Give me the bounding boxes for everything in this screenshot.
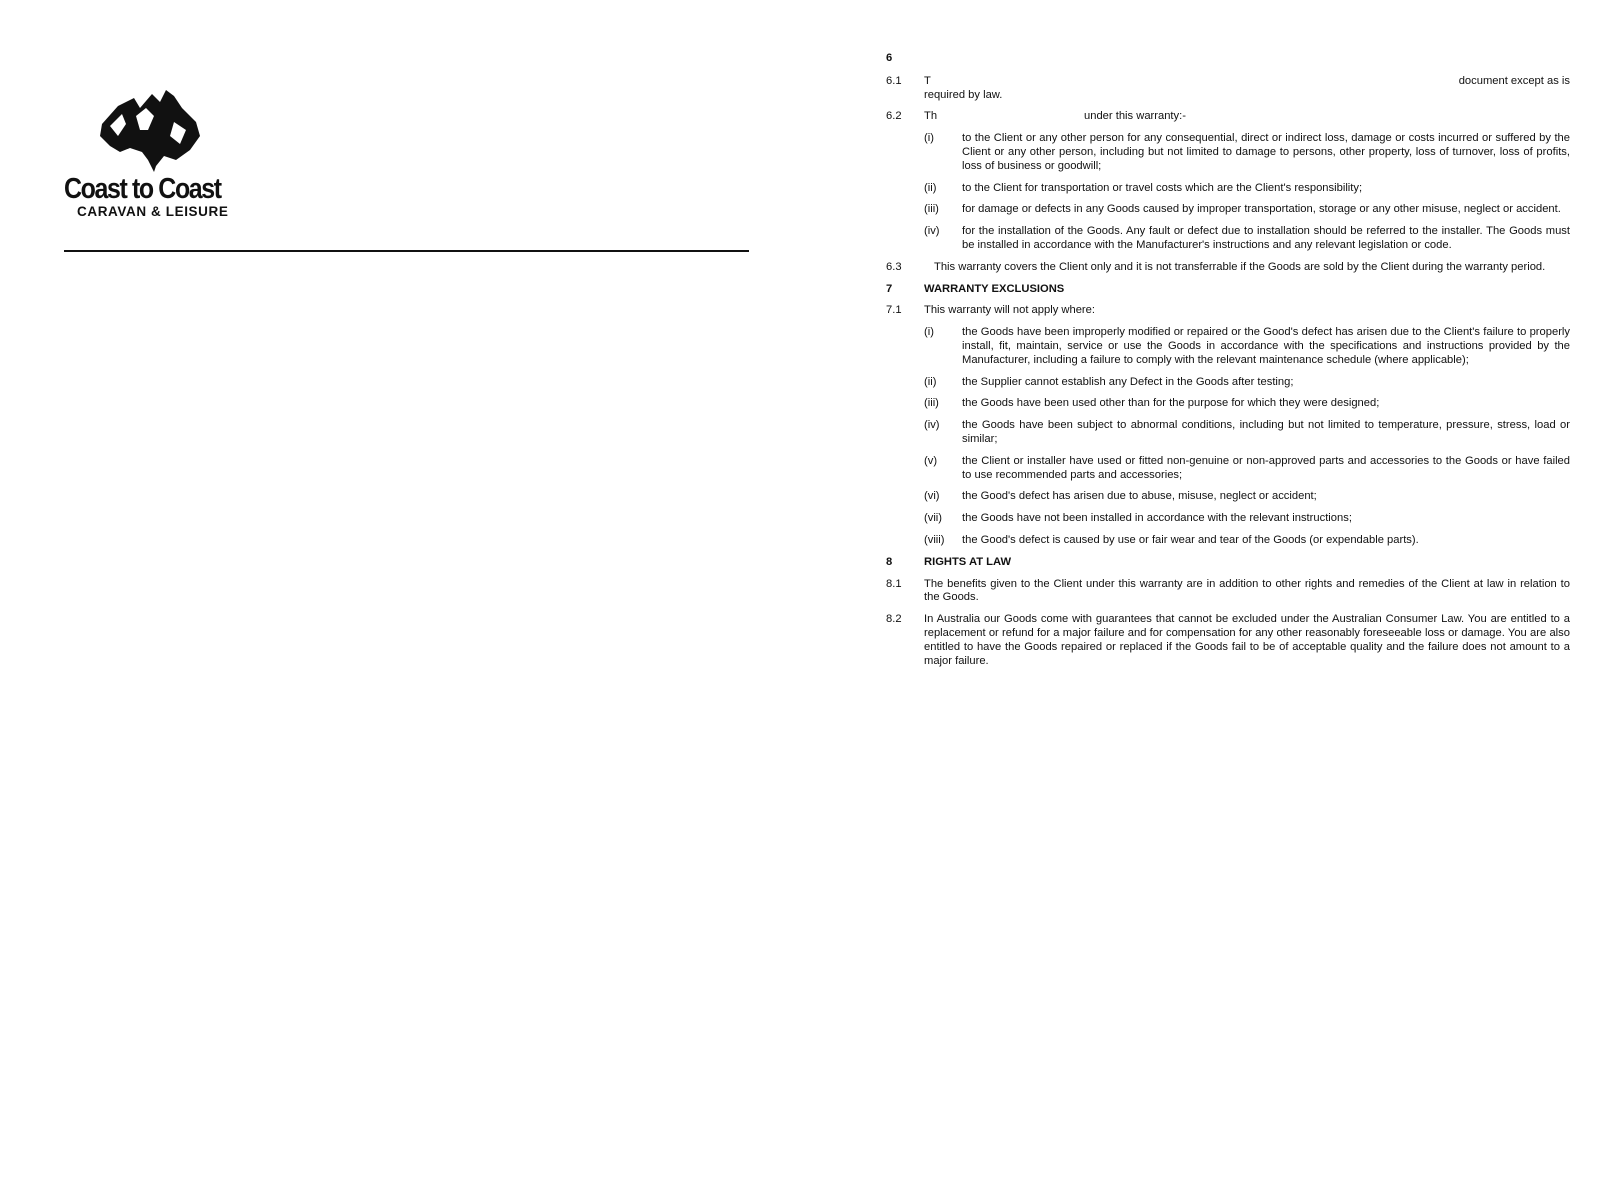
clause-lead: T bbox=[924, 74, 931, 87]
item-text: the Good's defect is caused by use or fair wear and tear of the Goods (or expendable parts). bbox=[962, 533, 1419, 546]
section-number: 7 bbox=[886, 282, 893, 295]
section-title: RIGHTS AT LAW bbox=[924, 555, 1012, 568]
item-numeral: (v) bbox=[924, 454, 938, 467]
item-text: the Client or installer have used or fitted non-genuine or non-approved parts and accessories to the Goods or have failed to use recommended parts and accessories; bbox=[962, 454, 1570, 481]
clause-number: 6.2 bbox=[886, 110, 902, 123]
australia-map-icon bbox=[96, 86, 200, 172]
item-numeral: (ii) bbox=[924, 375, 937, 388]
clause-7-1 bbox=[886, 304, 1570, 318]
section-title: WARRANTY EXCLUSIONS bbox=[924, 282, 1065, 295]
header-rule bbox=[64, 250, 749, 252]
clause-trail: under this warranty:- bbox=[1084, 110, 1186, 123]
item-text: the Goods have been used other than for the purpose for which they were designed; bbox=[962, 397, 1380, 410]
clause-6-3 bbox=[886, 261, 1570, 275]
item-text: the Goods have been subject to abnormal conditions, including but not limited to temperature, pressure, stress, load or similar; bbox=[962, 419, 1570, 445]
item-text: to the Client for transportation or travel costs which are the Client's responsibility; bbox=[962, 181, 1363, 194]
item-text: the Supplier cannot establish any Defect in the Goods after testing; bbox=[962, 375, 1294, 388]
company-logo bbox=[64, 86, 254, 220]
clause-continuation: required by law. bbox=[924, 88, 1003, 101]
clause-text: The benefits given to the Client under this warranty are in addition to other rights and remedies of the Client at law in relation to the Goods. bbox=[924, 577, 1570, 604]
item-text: for damage or defects in any Goods caused by improper transportation, storage or any other misuse, neglect or accident. bbox=[962, 203, 1561, 216]
list-item bbox=[886, 419, 1570, 447]
item-numeral: (iv) bbox=[924, 419, 940, 432]
item-numeral: (i) bbox=[924, 326, 934, 339]
list-item bbox=[886, 512, 1570, 526]
clause-6-1 bbox=[886, 75, 1570, 103]
list-item bbox=[886, 397, 1570, 411]
clause-text: This warranty covers the Client only and it is not transferrable if the Goods are sold by the Client during the warranty period. bbox=[934, 260, 1546, 273]
clause-text: This warranty will not apply where: bbox=[924, 304, 1095, 317]
section-6 bbox=[886, 52, 1570, 66]
clause-number: 8.1 bbox=[886, 577, 902, 590]
clause-trail: document except as is bbox=[1458, 74, 1570, 87]
list-item bbox=[886, 455, 1570, 483]
item-numeral: (iv) bbox=[924, 225, 940, 238]
item-numeral: (ii) bbox=[924, 181, 937, 194]
clause-8-2 bbox=[886, 613, 1570, 668]
brand-subtitle: CARAVAN & LEISURE bbox=[77, 204, 229, 219]
clause-6-2 bbox=[886, 110, 1570, 124]
list-item bbox=[886, 376, 1570, 390]
item-text: the Goods have not been installed in accordance with the relevant instructions; bbox=[962, 512, 1352, 525]
list-item bbox=[886, 534, 1570, 548]
clause-lead: Th bbox=[924, 110, 938, 123]
clause-number: 7.1 bbox=[886, 304, 902, 317]
item-numeral: (i) bbox=[924, 132, 934, 145]
section-8 bbox=[886, 556, 1570, 570]
item-text: for the installation of the Goods. Any fault or defect due to installation should be referred to the installer. The Goods must be installed in accordance with the Manufacturer's instructions and any relevant legislation or code. bbox=[962, 225, 1570, 251]
item-numeral: (vi) bbox=[924, 490, 940, 503]
clause-number: 6.1 bbox=[886, 74, 902, 87]
clause-8-1 bbox=[886, 578, 1570, 606]
item-text: to the Client or any other person for any consequential, direct or indirect loss, damage or costs incurred or suffered by the Client or any other person, including but not limited to damage to persons, other property, loss of turnover, loss of profits, loss of business or goodwill; bbox=[962, 132, 1570, 172]
list-item bbox=[886, 490, 1570, 504]
item-text: the Goods have been improperly modified or repaired or the Good's defect has arisen due to the Client's failure to properly install, fit, maintain, service or use the Goods in accordance with the specifications and instructions provided by the Manufacturer, including a failure to comply with the relevant maintenance schedule (where applicable); bbox=[962, 326, 1570, 366]
list-item bbox=[886, 203, 1570, 217]
item-numeral: (vii) bbox=[924, 512, 943, 525]
section-7 bbox=[886, 283, 1570, 297]
section-number: 6 bbox=[886, 52, 893, 64]
item-text: the Good's defect has arisen due to abuse, misuse, neglect or accident; bbox=[962, 490, 1317, 503]
section-number: 8 bbox=[886, 555, 893, 568]
clause-number: 6.3 bbox=[886, 260, 902, 273]
item-numeral: (viii) bbox=[924, 533, 945, 546]
brand-title: Coast to Coast bbox=[64, 173, 221, 205]
list-item bbox=[886, 225, 1570, 253]
item-numeral: (iii) bbox=[924, 397, 939, 410]
item-numeral: (iii) bbox=[924, 203, 939, 216]
clause-text: In Australia our Goods come with guarantees that cannot be excluded under the Australian Consumer Law. You are entitled to a replacement or refund for a major failure and for compensation for any other reasonably foreseeable loss or damage. You are also entitled to have the Goods repaired or replaced if the Goods fail to be of acceptable quality and the failure does not amount to a major failure. bbox=[924, 613, 1570, 667]
clause-number: 8.2 bbox=[886, 613, 902, 626]
list-item bbox=[886, 182, 1570, 196]
right-page bbox=[886, 52, 1570, 676]
list-item bbox=[886, 326, 1570, 367]
left-page bbox=[0, 0, 800, 1191]
list-item bbox=[886, 132, 1570, 173]
